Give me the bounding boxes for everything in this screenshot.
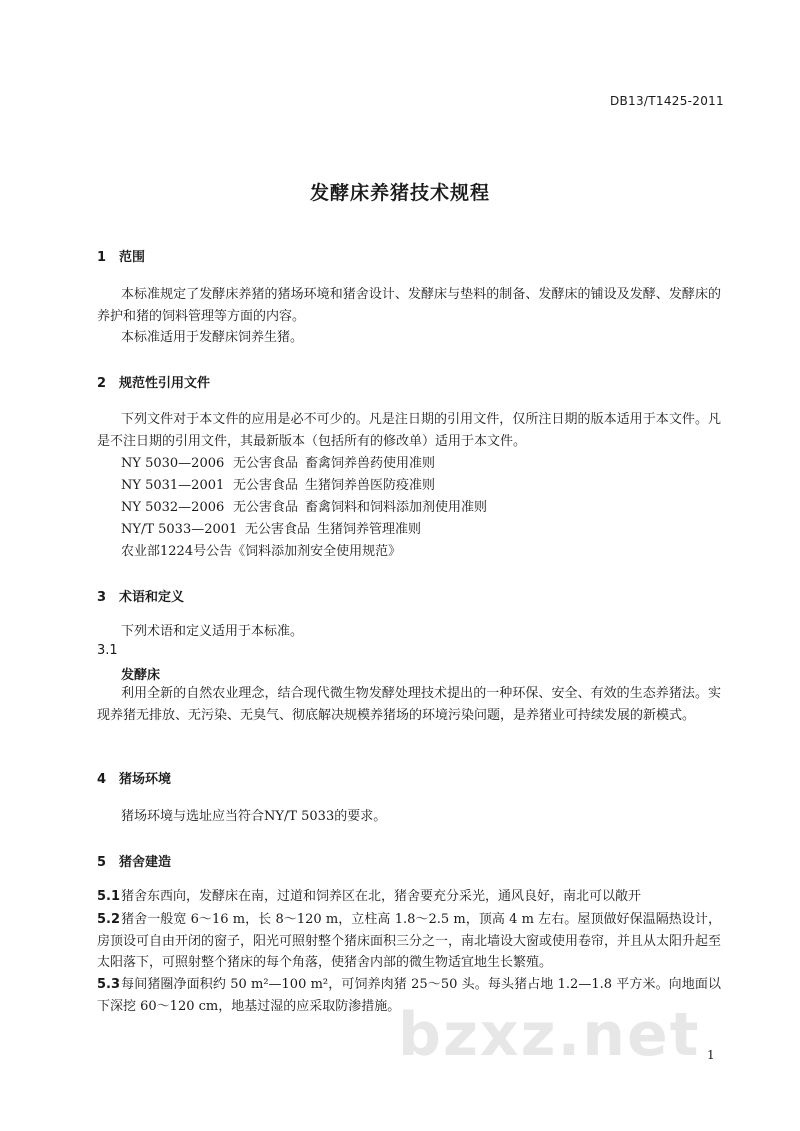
- section-3-intro: 下列术语和定义适用于本标准。: [121, 624, 304, 639]
- section-4-text: 猪场环境与选址应当符合NY/T 5033的要求。: [121, 809, 387, 824]
- section-number: 5: [97, 855, 107, 870]
- reference-code: NY 5030—2006: [121, 456, 225, 471]
- reference-name: 生猪饲养管理准则: [317, 522, 422, 537]
- section-5-heading: [97, 851, 171, 870]
- section-title: 猪场环境: [119, 772, 172, 787]
- reference-code: NY 5032—2006: [121, 500, 225, 515]
- section-title: 范围: [119, 250, 146, 265]
- page-number: 1: [707, 1048, 715, 1062]
- section-3-heading: [97, 586, 184, 605]
- section-number: 2: [97, 376, 107, 391]
- subclause-text: 每间猪圈净面积约 50 m²—100 m²，可饲养肉猪 25～50 头。每头猪占地 1.2—1.8 平方米。向地面以下深挖 60～120 cm，地基过湿的应采取防渗措施。: [97, 977, 721, 1014]
- subclause-number: 5.2: [97, 912, 121, 927]
- reference-category: 无公害食品: [233, 478, 299, 493]
- subclause-item: [97, 909, 721, 974]
- reference-item: [121, 475, 435, 496]
- reference-category: 无公害食品: [233, 456, 299, 471]
- section-1-heading: [97, 246, 145, 265]
- section-2-intro: 下列文件对于本文件的应用是必不可少的。凡是注日期的引用文件，仅所注日期的版本适用于本文件。凡是不注日期的引用文件，其最新版本（包括所有的修改单）适用于本文件。: [97, 412, 721, 449]
- reference-notice: 农业部1224号公告《饲料添加剂安全使用规范》: [121, 544, 402, 559]
- clause-number: 3.1: [97, 643, 118, 658]
- reference-name: 畜禽饲料和饲料添加剂使用准则: [305, 500, 488, 515]
- reference-category: 无公害食品: [245, 522, 311, 537]
- standard-code: DB13/T1425-2011: [609, 94, 724, 108]
- watermark-logo: bzxz.net: [398, 1000, 701, 1070]
- section-2-heading: [97, 372, 210, 391]
- section-4-heading: [97, 768, 171, 787]
- reference-item: [121, 453, 435, 474]
- reference-category: 无公害食品: [233, 500, 299, 515]
- reference-item: [121, 519, 421, 540]
- section-number: 1: [97, 250, 107, 265]
- reference-code: NY/T 5033—2001: [121, 522, 238, 537]
- subclause-item: [97, 886, 721, 908]
- section-title: 猪舍建造: [119, 855, 172, 870]
- subclause-number: 5.3: [97, 977, 121, 992]
- reference-name: 生猪饲养兽医防疫准则: [305, 478, 436, 493]
- term-definition: 利用全新的自然农业理念，结合现代微生物发酵处理技术提出的一种环保、安全、有效的生态养猪法。实现养猪无排放、无污染、无臭气、彻底解决规模养猪场的环境污染问题，是养猪业可持续发展的新模式。: [97, 686, 721, 723]
- subclause-text: 猪舍东西向，发酵床在南，过道和饲养区在北，猪舍要充分采光，通风良好，南北可以敞开: [121, 889, 642, 904]
- document-title: 发酵床养猪技术规程: [309, 182, 490, 204]
- section-title: 规范性引用文件: [119, 376, 211, 391]
- section-1-paragraph: 本标准适用于发酵床饲养生猪。: [121, 330, 304, 345]
- section-title: 术语和定义: [119, 590, 185, 605]
- reference-code: NY 5031—2001: [121, 478, 225, 493]
- section-number: 4: [97, 772, 107, 787]
- section-number: 3: [97, 590, 107, 605]
- reference-name: 畜禽饲养兽药使用准则: [305, 456, 436, 471]
- reference-item: [121, 497, 487, 518]
- section-1-paragraph: 本标准规定了发酵床养猪的猪场环境和猪舍设计、发酵床与垫料的制备、发酵床的铺设及发酵、发酵床的养护和猪的饲料管理等方面的内容。: [97, 287, 721, 324]
- subclause-number: 5.1: [97, 889, 121, 904]
- term-name: 发酵床: [121, 668, 161, 683]
- subclause-text: 猪舍一般宽 6～16 m，长 8～120 m，立柱高 1.8～2.5 m，顶高 4 m 左右。屋顶做好保温隔热设计，房顶设可自由开闭的窗子，阳光可照射整个猪床面积三分之一，南北墙设大窗或使用卷帘，并且从太阳升起至太阳落下，可照射整个猪床的每个角落，使猪舍内部的微生物适宜地生长繁殖。: [97, 912, 722, 970]
